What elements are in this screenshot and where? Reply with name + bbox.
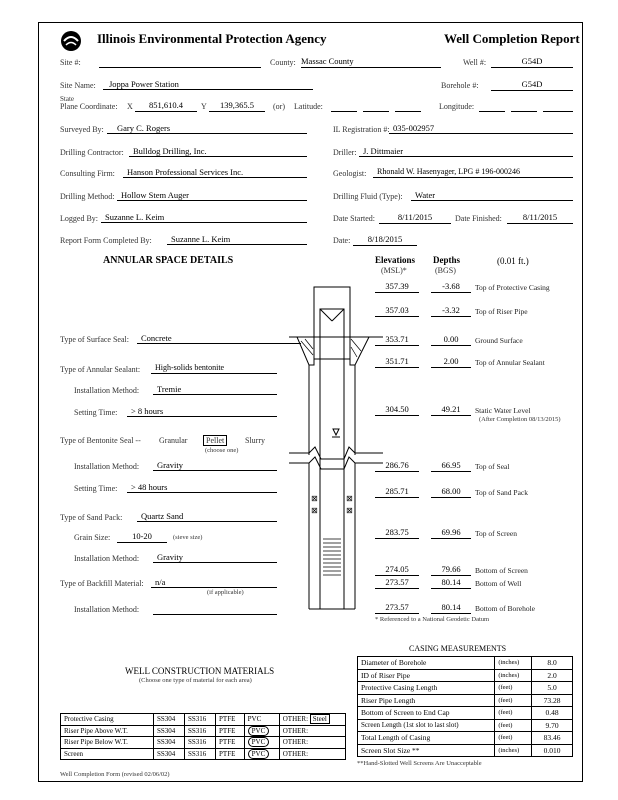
- casing-label: Diameter of Borehole: [358, 657, 495, 670]
- latitude-min-field[interactable]: [363, 100, 389, 112]
- casing-label: ID of Riser Pipe: [358, 669, 495, 682]
- footer-note: Well Completion Form (revised 02/06/02): [60, 771, 170, 778]
- casing-title: CASING MEASUREMENTS: [409, 644, 507, 653]
- casing-note: **Hand-Slotted Well Screens Are Unacceptable: [357, 760, 482, 767]
- desc-top-annular: Top of Annular Sealant: [475, 358, 545, 367]
- casing-unit: (inches): [495, 744, 532, 757]
- casing-label: Protective Casing Length: [358, 682, 495, 695]
- y-field[interactable]: 139,365.5: [209, 100, 265, 112]
- depth-top-riser[interactable]: -3.32: [431, 305, 471, 317]
- state-label: State: [60, 95, 74, 103]
- agency-logo: [60, 30, 82, 57]
- fluid-label: Drilling Fluid (Type):: [333, 192, 403, 201]
- install3-field[interactable]: Gravity: [153, 552, 277, 563]
- depths-sub: (BGS): [435, 266, 456, 275]
- material-label: Riser Pipe Above W.T.: [61, 725, 154, 737]
- material-opt-circled: PVC: [248, 737, 270, 747]
- elev-top-protective-casing[interactable]: 357.39: [375, 281, 419, 293]
- desc-top-riser: Top of Riser Pipe: [475, 307, 528, 316]
- material-opt[interactable]: SS316: [185, 737, 216, 749]
- county-field[interactable]: Massac County: [301, 56, 441, 68]
- casing-row: [358, 719, 573, 732]
- casing-value[interactable]: 2.0: [532, 669, 573, 682]
- y-label: Y: [201, 102, 207, 111]
- material-row: [61, 737, 346, 749]
- material-opt-circled: PVC: [248, 749, 270, 759]
- svg-text:⊠: ⊠: [311, 494, 318, 503]
- svg-text:⊠: ⊠: [311, 506, 318, 515]
- elev-top-seal[interactable]: 286.76: [375, 460, 419, 472]
- agency-title: Illinois Environmental Protection Agency: [97, 31, 327, 46]
- depth-ground-surface[interactable]: 0.00: [431, 334, 471, 346]
- elev-bottom-borehole[interactable]: 273.57: [375, 602, 419, 614]
- casing-unit: (feet): [495, 694, 532, 707]
- surveyed-field[interactable]: Gary C. Rogers: [107, 123, 307, 134]
- casing-row: [358, 744, 573, 757]
- depth-top-protective-casing[interactable]: -3.68: [431, 281, 471, 293]
- report-title: Well Completion Report: [444, 31, 580, 46]
- material-opt-selected[interactable]: [244, 725, 279, 737]
- longitude-sec-field[interactable]: [543, 100, 573, 112]
- grain-label: Grain Size:: [74, 533, 111, 542]
- material-opt[interactable]: PTFE: [216, 748, 245, 760]
- casing-unit: (feet): [495, 682, 532, 695]
- surface-seal-field[interactable]: Concrete: [137, 333, 277, 344]
- reference-note: * Referenced to a National Geodetic Datum: [375, 616, 490, 623]
- annular-title: ANNULAR SPACE DETAILS: [103, 255, 234, 266]
- depth-bottom-screen[interactable]: 79.66: [431, 564, 471, 576]
- annular-seal-label: Type of Annular Sealant:: [60, 365, 141, 374]
- backfill-label: Type of Backfill Material:: [60, 579, 144, 588]
- casing-value[interactable]: 5.0: [532, 682, 573, 695]
- report-by-label: Report Form Completed By:: [60, 236, 152, 245]
- casing-unit: (feet): [495, 707, 532, 720]
- material-opt[interactable]: SS304: [154, 714, 185, 726]
- geologist-field[interactable]: Rhonald W. Hasenyager, LPG # 196-000246: [373, 167, 573, 178]
- sandpack-field[interactable]: Quartz Sand: [137, 511, 277, 522]
- material-row: [61, 725, 346, 737]
- surveyed-label: Surveyed By:: [60, 125, 104, 134]
- casing-value[interactable]: 0.010: [532, 744, 573, 757]
- elev-top-riser[interactable]: 357.03: [375, 305, 419, 317]
- install4-label: Installation Method:: [74, 605, 140, 614]
- grain-field[interactable]: 10-20: [117, 531, 167, 543]
- material-other[interactable]: OTHER:: [279, 748, 345, 760]
- casing-label: Screen Slot Size **: [358, 744, 495, 757]
- casing-row: [358, 669, 573, 682]
- install3-label: Installation Method:: [74, 554, 140, 563]
- elev-static-water[interactable]: 304.50: [375, 404, 419, 416]
- casing-row: [358, 694, 573, 707]
- backfill-hint: (if applicable): [207, 589, 244, 596]
- elev-bottom-screen[interactable]: 274.05: [375, 564, 419, 576]
- setting1-label: Setting Time:: [74, 408, 118, 417]
- material-opt-selected[interactable]: [244, 737, 279, 749]
- depth-bottom-well[interactable]: 80.14: [431, 577, 471, 589]
- material-other-value: Steel: [310, 714, 330, 724]
- materials-title: WELL CONSTRUCTION MATERIALS: [125, 666, 275, 676]
- fluid-field[interactable]: Water: [411, 190, 573, 201]
- driller-label: Driller:: [333, 148, 357, 157]
- annular-seal-field[interactable]: High-solids bentonite: [151, 363, 277, 374]
- material-label: Protective Casing: [61, 714, 154, 726]
- county-label: County:: [270, 58, 296, 67]
- bentonite-pellet[interactable]: Pellet: [203, 435, 227, 446]
- casing-label: Screen Length (1st slot to last slot): [358, 719, 495, 732]
- material-opt[interactable]: PTFE: [216, 714, 245, 726]
- casing-value[interactable]: 73.28: [532, 694, 573, 707]
- latitude-label: Latitude:: [294, 102, 323, 111]
- casing-row: [358, 707, 573, 720]
- date-started-field[interactable]: 8/11/2015: [379, 212, 451, 224]
- casing-unit: (inches): [495, 669, 532, 682]
- material-opt[interactable]: SS316: [185, 714, 216, 726]
- contractor-label: Drilling Contractor:: [60, 148, 124, 157]
- casing-unit: (inches): [495, 657, 532, 670]
- casing-unit: (feet): [495, 732, 532, 745]
- consulting-field[interactable]: Hanson Professional Services Inc.: [123, 167, 307, 178]
- driller-field[interactable]: J. Dittmaier: [359, 146, 573, 157]
- report-by-field[interactable]: Suzanne L. Keim: [167, 234, 307, 245]
- site-name-field[interactable]: Joppa Power Station: [103, 79, 313, 90]
- bentonite-hint: (choose one): [205, 447, 239, 454]
- surface-seal-label: Type of Surface Seal:: [60, 335, 129, 344]
- svg-text:⊠: ⊠: [346, 506, 353, 515]
- date-field[interactable]: 8/18/2015: [353, 234, 417, 246]
- materials-table: [60, 713, 346, 760]
- logger-label: Logged By:: [60, 214, 98, 223]
- casing-value[interactable]: 8.0: [532, 657, 573, 670]
- material-opt[interactable]: SS316: [185, 748, 216, 760]
- latitude-sec-field[interactable]: [395, 100, 421, 112]
- date-started-label: Date Started:: [333, 214, 375, 223]
- material-opt[interactable]: SS304: [154, 737, 185, 749]
- casing-table: [357, 656, 573, 757]
- desc-bottom-borehole: Bottom of Borehole: [475, 604, 535, 613]
- sandpack-label: Type of Sand Pack:: [60, 513, 123, 522]
- install1-field[interactable]: Tremie: [153, 384, 277, 395]
- consulting-label: Consulting Firm:: [60, 169, 115, 178]
- material-other[interactable]: OTHER:: [279, 737, 345, 749]
- svg-text:⊠: ⊠: [346, 494, 353, 503]
- site-field[interactable]: [99, 56, 261, 68]
- ilreg-field[interactable]: 035-002957: [389, 123, 573, 134]
- casing-label: Bottom of Screen to End Cap: [358, 707, 495, 720]
- longitude-label: Longitude:: [439, 102, 475, 111]
- logger-field[interactable]: Suzanne L. Keim: [101, 212, 307, 223]
- elev-bottom-well[interactable]: 273.57: [375, 577, 419, 589]
- material-opt[interactable]: PTFE: [216, 737, 245, 749]
- depth-top-screen[interactable]: 69.96: [431, 527, 471, 539]
- material-opt[interactable]: SS304: [154, 725, 185, 737]
- longitude-min-field[interactable]: [511, 100, 537, 112]
- material-other[interactable]: [279, 714, 345, 726]
- material-opt[interactable]: PVC: [244, 714, 279, 726]
- desc-top-protective-casing: Top of Protective Casing: [475, 283, 550, 292]
- setting1-field[interactable]: > 8 hours: [127, 406, 277, 417]
- borehole-field[interactable]: G54D: [491, 79, 573, 91]
- install2-field[interactable]: Gravity: [153, 460, 277, 471]
- elevations-header: Elevations: [375, 255, 416, 265]
- depths-header: Depths: [433, 255, 461, 265]
- casing-value[interactable]: 9.70: [532, 719, 573, 732]
- casing-row: [358, 657, 573, 670]
- static-note: (After Completion 08/13/2015): [479, 416, 561, 423]
- date-finished-field[interactable]: 8/11/2015: [507, 212, 573, 224]
- well-diagram: [289, 285, 383, 615]
- material-other[interactable]: OTHER:: [279, 725, 345, 737]
- borehole-label: Borehole #:: [441, 81, 479, 90]
- depth-static-water[interactable]: 49.21: [431, 404, 471, 416]
- bentonite-label: Type of Bentonite Seal --: [60, 436, 141, 445]
- desc-static-water: Static Water Level: [475, 406, 531, 415]
- elev-top-screen[interactable]: 283.75: [375, 527, 419, 539]
- casing-row: [358, 682, 573, 695]
- desc-ground-surface: Ground Surface: [475, 336, 523, 345]
- backfill-field[interactable]: n/a: [151, 577, 277, 588]
- elev-top-sandpack[interactable]: 285.71: [375, 486, 419, 498]
- elevations-sub: (MSL)*: [381, 266, 407, 275]
- contractor-field[interactable]: Bulldog Drilling, Inc.: [129, 146, 307, 157]
- casing-value[interactable]: 0.48: [532, 707, 573, 720]
- desc-top-seal: Top of Seal: [475, 462, 510, 471]
- longitude-deg-field[interactable]: [479, 100, 505, 112]
- latitude-deg-field[interactable]: [331, 100, 357, 112]
- method-label: Drilling Method:: [60, 192, 115, 201]
- casing-label: Riser Pipe Length: [358, 694, 495, 707]
- site-label: Site #:: [60, 58, 81, 67]
- material-other-label: OTHER:: [282, 715, 309, 724]
- install2-label: Installation Method:: [74, 462, 140, 471]
- desc-top-sandpack: Top of Sand Pack: [475, 488, 529, 497]
- depth-bottom-borehole[interactable]: 80.14: [431, 602, 471, 614]
- install1-label: Installation Method:: [74, 386, 140, 395]
- bentonite-slurry[interactable]: Slurry: [245, 436, 265, 445]
- depth-top-annular[interactable]: 2.00: [431, 356, 471, 368]
- date-label: Date:: [333, 236, 351, 245]
- depth-top-sandpack[interactable]: 68.00: [431, 486, 471, 498]
- elev-top-annular[interactable]: 351.71: [375, 356, 419, 368]
- x-field[interactable]: 851,610.4: [135, 100, 197, 112]
- well-field[interactable]: G54D: [491, 56, 573, 68]
- casing-label: Total Length of Casing: [358, 732, 495, 745]
- form-page: [38, 22, 583, 782]
- material-opt[interactable]: PTFE: [216, 725, 245, 737]
- tolerance-label: (0.01 ft.): [497, 256, 529, 266]
- ilreg-label: IL Registration #:: [333, 125, 390, 134]
- material-row: [61, 714, 346, 726]
- material-opt[interactable]: SS316: [185, 725, 216, 737]
- date-finished-label: Date Finished:: [455, 214, 502, 223]
- material-opt-selected[interactable]: [244, 748, 279, 760]
- materials-subtitle: (Choose one type of material for each area): [139, 677, 252, 684]
- surface-seal-leader: [277, 343, 301, 344]
- casing-unit: (feet): [495, 719, 532, 732]
- material-opt[interactable]: SS304: [154, 748, 185, 760]
- or-label: (or): [273, 102, 285, 111]
- casing-value[interactable]: 83.46: [532, 732, 573, 745]
- grain-unit: (sieve size): [173, 534, 203, 541]
- install4-field[interactable]: [153, 603, 277, 615]
- desc-bottom-well: Bottom of Well: [475, 579, 522, 588]
- desc-bottom-screen: Bottom of Screen: [475, 566, 528, 575]
- desc-top-screen: Top of Screen: [475, 529, 517, 538]
- geologist-label: Geologist:: [333, 169, 367, 178]
- x-label: X: [127, 102, 133, 111]
- well-label: Well #:: [463, 58, 487, 67]
- site-name-label: Site Name:: [60, 81, 96, 90]
- elev-ground-surface[interactable]: 353.71: [375, 334, 419, 346]
- setting2-field[interactable]: > 48 hours: [127, 482, 277, 493]
- material-label: Riser Pipe Below W.T.: [61, 737, 154, 749]
- plane-label: Plane Coordinate:: [60, 102, 118, 111]
- material-opt-circled: PVC: [248, 726, 270, 736]
- casing-row: [358, 732, 573, 745]
- material-label: Screen: [61, 748, 154, 760]
- material-row: [61, 748, 346, 760]
- setting2-label: Setting Time:: [74, 484, 118, 493]
- depth-top-seal[interactable]: 66.95: [431, 460, 471, 472]
- bentonite-granular[interactable]: Granular: [159, 436, 188, 445]
- method-field[interactable]: Hollow Stem Auger: [117, 190, 307, 201]
